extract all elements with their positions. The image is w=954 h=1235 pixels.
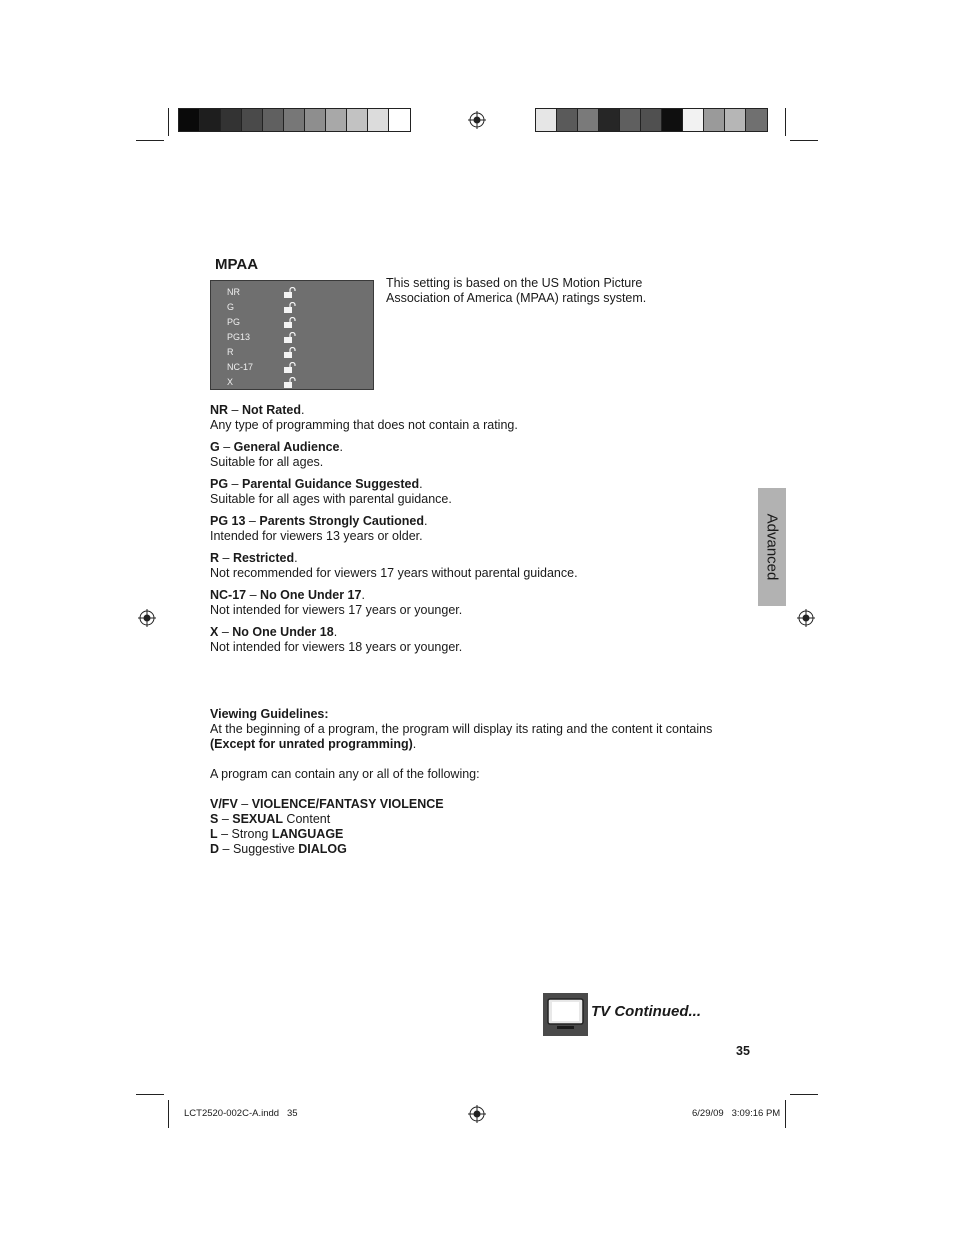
color-swatch <box>284 109 305 131</box>
descriptor-keyword: SEXUAL <box>232 812 283 826</box>
rating-title: PG 13 – Parents Strongly Cautioned. <box>210 514 428 528</box>
crop-mark <box>136 140 164 141</box>
rating-dash: – <box>249 588 257 602</box>
rating-name: Parental Guidance Suggested <box>241 477 420 491</box>
color-swatch <box>599 109 620 131</box>
descriptor-keyword: LANGUAGE <box>271 827 344 841</box>
color-swatch <box>347 109 368 131</box>
menu-item-label: PG13 <box>227 332 251 342</box>
registration-mark-icon <box>138 609 156 627</box>
unlock-icon <box>283 377 297 388</box>
color-swatch <box>242 109 263 131</box>
color-swatch <box>179 109 200 131</box>
color-swatch <box>368 109 389 131</box>
guidelines-note: (Except for unrated programming) <box>210 737 413 751</box>
descriptor-dash: – <box>218 812 233 826</box>
rating-description: Suitable for all ages. <box>210 455 324 469</box>
rating-title: G – General Audience. <box>210 440 343 454</box>
menu-item-nr <box>227 285 357 300</box>
rating-description: Suitable for all ages with parental guidance. <box>210 492 452 506</box>
tv-icon <box>543 993 588 1036</box>
descriptor-code: D <box>210 842 220 856</box>
descriptor-code: L <box>210 827 218 841</box>
content-descriptor <box>210 812 770 827</box>
menu-item-label: G <box>227 302 235 312</box>
unlock-icon <box>283 302 297 313</box>
color-swatch <box>683 109 704 131</box>
unlock-icon <box>283 287 297 298</box>
slug-date-time: 6/29/09 3:09:16 PM <box>692 1108 781 1119</box>
color-swatch <box>746 109 767 131</box>
menu-item-label: NR <box>227 287 240 297</box>
menu-item-label: PG <box>227 317 241 327</box>
rating-title: R – Restricted. <box>210 551 298 565</box>
unlock-icon <box>283 317 297 328</box>
rating-description: Not intended for viewers 18 years or younger. <box>210 640 463 654</box>
rating-dash: – <box>248 514 256 528</box>
section-heading: MPAA <box>215 256 259 273</box>
page-number: 35 <box>736 1044 750 1058</box>
rating-description: Any type of programming that does not contain a rating. <box>210 418 518 432</box>
mpaa-menu-screenshot <box>210 280 374 390</box>
rating-code: PG 13 <box>210 514 246 528</box>
descriptor-prefix: Suggestive <box>232 842 299 856</box>
guidelines-contains: A program can contain any or all of the following: <box>210 767 480 781</box>
rating-dash: – <box>222 551 230 565</box>
color-swatch <box>704 109 725 131</box>
unlock-icon <box>283 332 297 343</box>
rating-dash: – <box>223 440 231 454</box>
guidelines-body: At the beginning of a program, the program will display its rating and the content it contains <box>210 722 713 736</box>
color-swatch <box>662 109 683 131</box>
color-swatch <box>557 109 578 131</box>
color-swatch <box>263 109 284 131</box>
continued-label: TV Continued... <box>591 1003 701 1020</box>
content-descriptor <box>210 827 770 842</box>
descriptor-keyword: DIALOG <box>298 842 347 856</box>
guidelines-text <box>210 722 730 752</box>
unlock-icon <box>283 362 297 373</box>
color-swatch <box>200 109 221 131</box>
descriptor-keyword: VIOLENCE/FANTASY VIOLENCE <box>251 797 444 811</box>
rating-title: PG – Parental Guidance Suggested. <box>210 477 423 491</box>
rating-code: G <box>210 440 220 454</box>
registration-mark-icon <box>797 609 815 627</box>
rating-name: Parents Strongly Cautioned <box>259 514 424 528</box>
rating-code: NC-17 <box>210 588 247 602</box>
crop-mark <box>790 1094 818 1095</box>
menu-item-x <box>227 375 357 390</box>
menu-item-label: NC-17 <box>227 362 254 372</box>
rating-name: No One Under 18 <box>232 625 334 639</box>
crop-mark <box>790 140 818 141</box>
menu-item-r <box>227 345 357 360</box>
rating-dash: – <box>231 403 239 417</box>
color-swatch <box>326 109 347 131</box>
rating-title: X – No One Under 18. <box>210 625 338 639</box>
crop-mark <box>785 108 786 136</box>
rating-dash: – <box>221 625 229 639</box>
menu-item-g <box>227 300 357 315</box>
rating-title: NR – Not Rated. <box>210 403 305 417</box>
color-swatch <box>578 109 599 131</box>
registration-mark-icon <box>468 111 486 129</box>
section-intro: This setting is based on the US Motion Picture Association of America (MPAA) ratings system. <box>386 276 647 305</box>
rating-dash: – <box>231 477 239 491</box>
crop-mark <box>168 108 169 136</box>
menu-item-label: R <box>227 347 234 357</box>
rating-name: No One Under 17 <box>260 588 362 602</box>
color-swatch <box>536 109 557 131</box>
crop-mark <box>136 1094 164 1095</box>
crop-mark <box>785 1100 786 1128</box>
rating-description: Not intended for viewers 17 years or younger. <box>210 603 463 617</box>
color-swatch <box>725 109 746 131</box>
content-descriptor <box>210 842 770 857</box>
menu-item-nc-17 <box>227 360 357 375</box>
rating-name: General Audience <box>233 440 340 454</box>
rating-description: Intended for viewers 13 years or older. <box>210 529 423 543</box>
guidelines-title: Viewing Guidelines: <box>210 707 329 721</box>
rating-title: NC-17 – No One Under 17. <box>210 588 365 602</box>
rating-description: Not recommended for viewers 17 years without parental guidance. <box>210 566 578 580</box>
descriptor-prefix: Strong <box>231 827 272 841</box>
descriptor-dash: – <box>237 797 252 811</box>
descriptor-dash: – <box>219 842 233 856</box>
color-swatch <box>221 109 242 131</box>
menu-item-label: X <box>227 377 234 387</box>
color-swatch <box>641 109 662 131</box>
color-bar-left <box>178 108 411 132</box>
guidelines-note-end: . <box>412 737 417 751</box>
menu-item-pg <box>227 315 357 330</box>
descriptor-suffix: Content <box>282 812 331 826</box>
rating-code: PG <box>210 477 229 491</box>
descriptor-code: S <box>210 812 219 826</box>
rating-code: NR <box>210 403 229 417</box>
color-bar-right <box>535 108 768 132</box>
descriptor-dash: – <box>217 827 232 841</box>
slug-file-info: LCT2520-002C-A.indd 35 <box>184 1108 298 1119</box>
rating-name: Not Rated <box>241 403 302 417</box>
menu-item-pg13 <box>227 330 357 345</box>
unlock-icon <box>283 347 297 358</box>
content-descriptor <box>210 797 770 812</box>
rating-code: X <box>210 625 219 639</box>
color-swatch <box>305 109 326 131</box>
color-swatch <box>389 109 410 131</box>
rating-code: R <box>210 551 220 565</box>
section-tab-advanced <box>758 488 786 606</box>
crop-mark <box>168 1100 169 1128</box>
descriptor-code: V/FV <box>210 797 238 811</box>
rating-name: Restricted <box>232 551 295 565</box>
section-tab-label: Advanced <box>763 513 781 581</box>
registration-mark-icon <box>468 1105 486 1123</box>
color-swatch <box>620 109 641 131</box>
